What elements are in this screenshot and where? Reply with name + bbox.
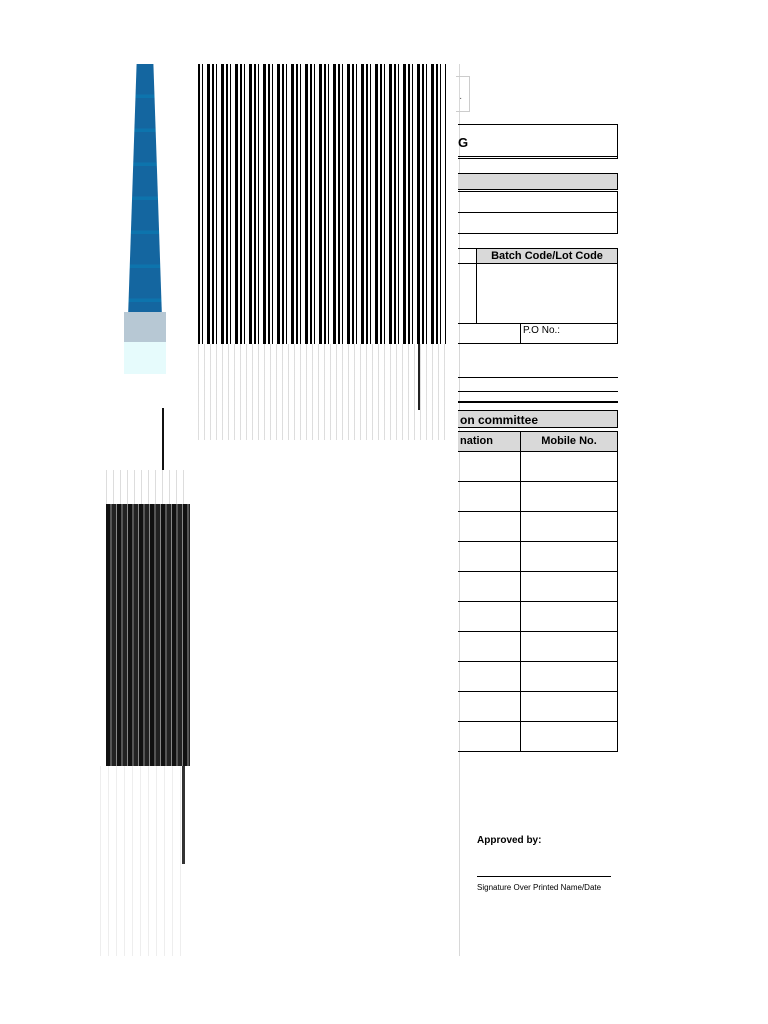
title-box (458, 124, 618, 159)
stack-artifact-top (106, 470, 190, 504)
separator-thick (458, 401, 618, 403)
designation-cell[interactable] (458, 541, 521, 572)
mobile-cell[interactable] (520, 601, 618, 632)
mobile-cell[interactable] (520, 511, 618, 542)
approved-by-label: Approved by: (477, 835, 542, 846)
mobile-cell[interactable] (520, 721, 618, 752)
mobile-cell[interactable] (520, 451, 618, 482)
logo-mark: · (459, 93, 463, 104)
page-title: G (458, 135, 469, 150)
designation-cell[interactable] (458, 451, 521, 482)
mobile-header-label: Mobile No. (541, 435, 597, 447)
logo-box (456, 76, 470, 112)
signature-caption: Signature Over Printed Name/Date (477, 883, 602, 892)
info-row-2[interactable] (458, 212, 618, 234)
mobile-cell[interactable] (520, 691, 618, 722)
designation-cell[interactable] (458, 631, 521, 662)
designation-cell[interactable] (458, 571, 521, 602)
cyan-graphic (124, 342, 166, 374)
designation-header-label: nation (460, 435, 493, 447)
blue-graphic (124, 64, 166, 312)
po-field[interactable] (520, 323, 618, 344)
committee-header-bar (458, 410, 618, 428)
title-underline (458, 156, 618, 157)
signature-line[interactable] (477, 876, 611, 877)
mobile-cell[interactable] (520, 541, 618, 572)
designation-cell[interactable] (458, 481, 521, 512)
batch-left-header (458, 248, 477, 264)
mobile-cell[interactable] (520, 661, 618, 692)
batch-header-label: Batch Code/Lot Code (491, 250, 603, 262)
po-label: P.O No.: (523, 325, 561, 336)
designation-cell[interactable] (458, 721, 521, 752)
stack-artifact-bottom (100, 766, 188, 956)
separator-2 (458, 391, 618, 392)
designation-cell[interactable] (458, 691, 521, 722)
committee-header-label: on committee (460, 413, 539, 427)
mobile-cell[interactable] (520, 571, 618, 602)
designation-header-cell (458, 431, 521, 452)
batch-code-field[interactable] (476, 263, 618, 324)
designation-cell[interactable] (458, 601, 521, 632)
barcode-fade-artifact (198, 344, 446, 440)
stack-artifact (106, 504, 190, 766)
barcode-divider (418, 344, 420, 410)
info-row-1[interactable] (458, 191, 618, 213)
thin-line-artifact-2 (182, 766, 185, 864)
mobile-cell[interactable] (520, 481, 618, 512)
designation-cell[interactable] (458, 511, 521, 542)
designation-cell[interactable] (458, 661, 521, 692)
separator-1 (458, 377, 618, 378)
barcode-artifact (198, 64, 446, 344)
blue-graphic-lower (124, 312, 166, 342)
batch-header-cell (476, 248, 618, 264)
mobile-cell[interactable] (520, 631, 618, 662)
section-header-bar (458, 173, 618, 190)
mobile-header-cell (520, 431, 618, 452)
